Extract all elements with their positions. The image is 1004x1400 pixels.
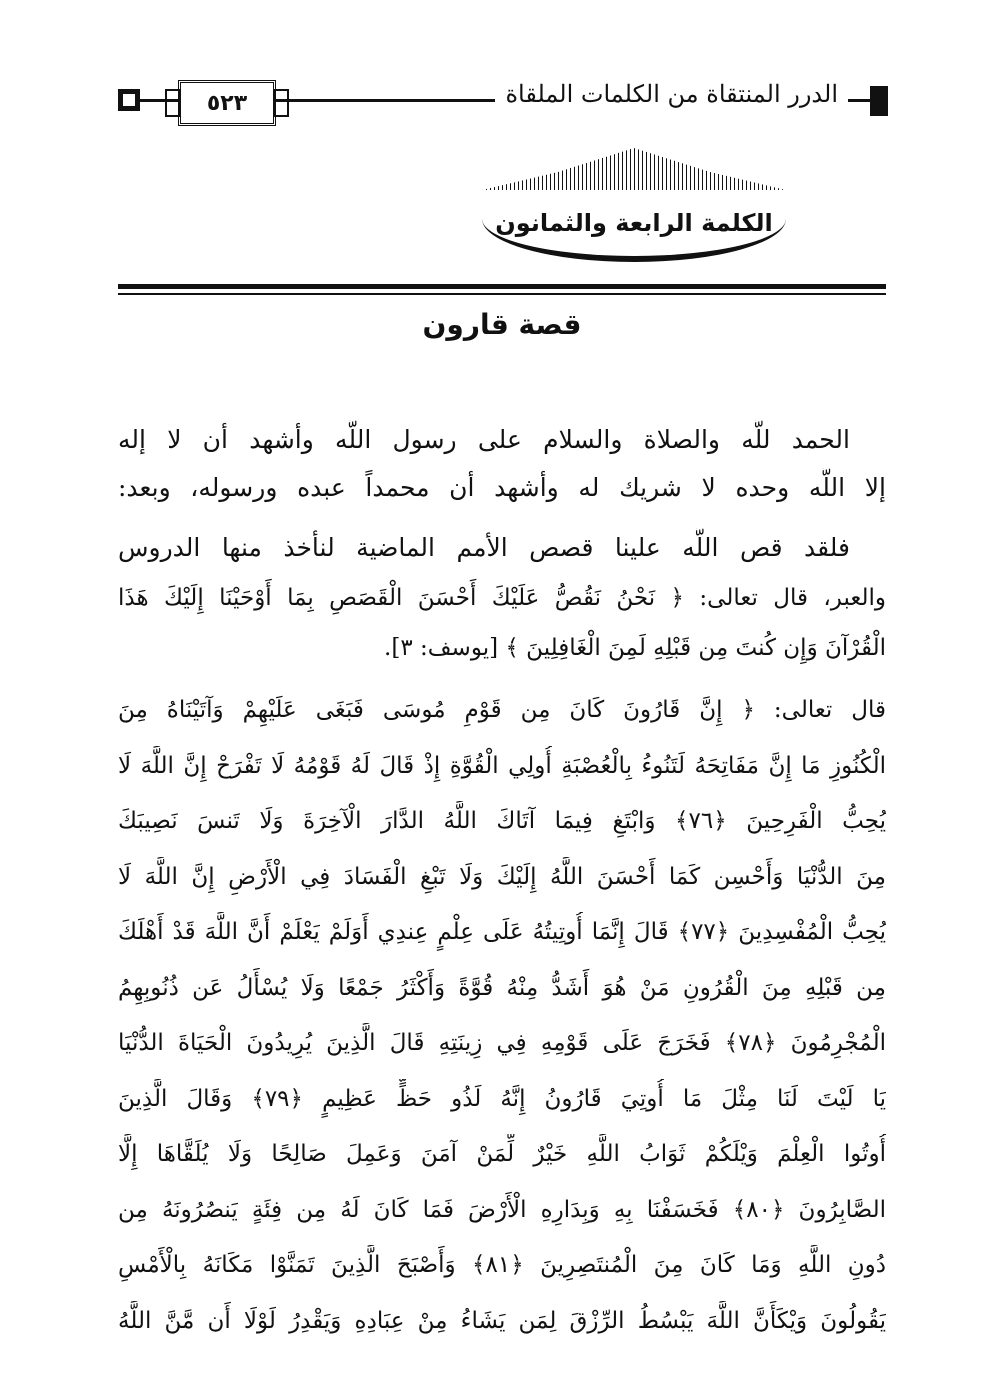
text-line: والعبر، قال تعالى: ﴿ نَحْنُ نَقُصُّ عَلَيْكَ أَحْسَنَ الْقَصَصِ بِمَا أَوْحَيْنَا إِلَيْكَ هَذَا (118, 585, 886, 611)
text-line: يَا لَيْتَ لَنَا مِثْلَ مَا أُوتِيَ قَارُونُ إِنَّهُ لَذُو حَظٍّ عَظِيمٍ ﴿٧٩﴾ وَقَالَ الَّذِينَ (118, 1085, 886, 1112)
page-title: قصة قارون (422, 308, 582, 341)
text-line: فلقد قص اللَّه علينا قصص الأمم الماضية لنأخذ منها الدروس (118, 533, 850, 562)
page-number: ٥٢٣ (178, 80, 276, 126)
chapter-heading: الكلمة الرابعة والثمانون (482, 190, 786, 262)
running-header (118, 80, 888, 128)
text-line: أُوتُوا الْعِلْمَ وَيْلَكُمْ ثَوَابُ اللَّهِ خَيْرٌ لِّمَنْ آمَنَ وَعَمِلَ صَالِحًا وَلَا يُلَقَّاهَا إِلَّا (118, 1141, 886, 1167)
text-line: الْقُرْآنَ وَإِن كُنتَ مِن قَبْلِهِ لَمِنَ الْغَافِلِينَ ﴾ [يوسف: ٣]. (384, 635, 886, 661)
divider (118, 293, 886, 295)
text-line: الحمد للَّه والصلاة والسلام على رسول اللَّه وأشهد أن لا إله (118, 425, 851, 454)
text-line: الصَّابِرُونَ ﴿٨٠﴾ فَخَسَفْنَا بِهِ وَبِدَارِهِ الْأَرْضَ فَمَا كَانَ لَهُ مِن فِئَةٍ يَنصُرُونَهُ مِن (118, 1196, 886, 1223)
text-line: الْكُنُوزِ مَا إِنَّ مَفَاتِحَهُ لَتَنُوءُ بِالْعُصْبَةِ أُولِي الْقُوَّةِ إِذْ قَالَ لَهُ قَوْمُهُ لَا تَفْرَحْ إِنَّ اللَّهَ لَا (118, 752, 886, 779)
text-line: يُحِبُّ الْمُفْسِدِينَ ﴿٧٧﴾ قَالَ إِنَّمَا أُوتِيتُهُ عَلَى عِلْمٍ عِندِي أَوَلَمْ يَعْلَمْ أَنَّ اللَّهَ قَدْ أَهْلَكَ (118, 919, 886, 945)
text-line: الْمُجْرِمُونَ ﴿٧٨﴾ فَخَرَجَ عَلَى قَوْمِهِ فِي زِينَتِهِ قَالَ الَّذِينَ يُرِيدُونَ الْحَيَاةَ الدُّنْيَا (118, 1030, 886, 1056)
ornament-square (118, 89, 140, 111)
divider (118, 284, 886, 289)
ornament-block (870, 86, 888, 116)
text-line: دُونِ اللَّهِ وَمَا كَانَ مِنَ الْمُنتَصِرِينَ ﴿٨١﴾ وَأَصْبَحَ الَّذِينَ تَمَنَّوْا مَكَانَهُ بِالْأَمْسِ (118, 1252, 886, 1278)
text-line: إلا اللَّه وحده لا شريك له وأشهد أن محمداً عبده ورسوله، وبعد: (118, 473, 886, 502)
text-line: يَقُولُونَ وَيْكَأَنَّ اللَّهَ يَبْسُطُ الرِّزْقَ لِمَن يَشَاءُ مِنْ عِبَادِهِ وَيَقْدِرُ لَوْلَا أَن مَّنَّ اللَّهُ (118, 1307, 886, 1334)
text-line: يُحِبُّ الْفَرِحِينَ ﴿٧٦﴾ وَابْتَغِ فِيمَا آتَاكَ اللَّهُ الدَّارَ الْآخِرَةَ وَلَا تَنسَ نَصِيبَكَ (118, 808, 886, 834)
text-line: مِنَ الدُّنْيَا وَأَحْسِن كَمَا أَحْسَنَ اللَّهُ إِلَيْكَ وَلَا تَبْغِ الْفَسَادَ فِي الْأَرْضِ إِنَّ اللَّهَ لَا (118, 863, 886, 890)
text-line: مِن قَبْلِهِ مِنَ الْقُرُونِ مَنْ هُوَ أَشَدُّ مِنْهُ قُوَّةً وَأَكْثَرُ جَمْعًا وَلَا يُسْأَلُ عَن ذُنُوبِهِمُ (118, 974, 886, 1001)
chapter-banner (482, 148, 786, 258)
running-title: الدرر المنتقاة من الكلمات الملقاة (495, 80, 848, 108)
text-line: قال تعالى: ﴿ إِنَّ قَارُونَ كَانَ مِن قَوْمِ مُوسَى فَبَغَى عَلَيْهِمْ وَآتَيْنَاهُ مِنَ (118, 697, 886, 723)
